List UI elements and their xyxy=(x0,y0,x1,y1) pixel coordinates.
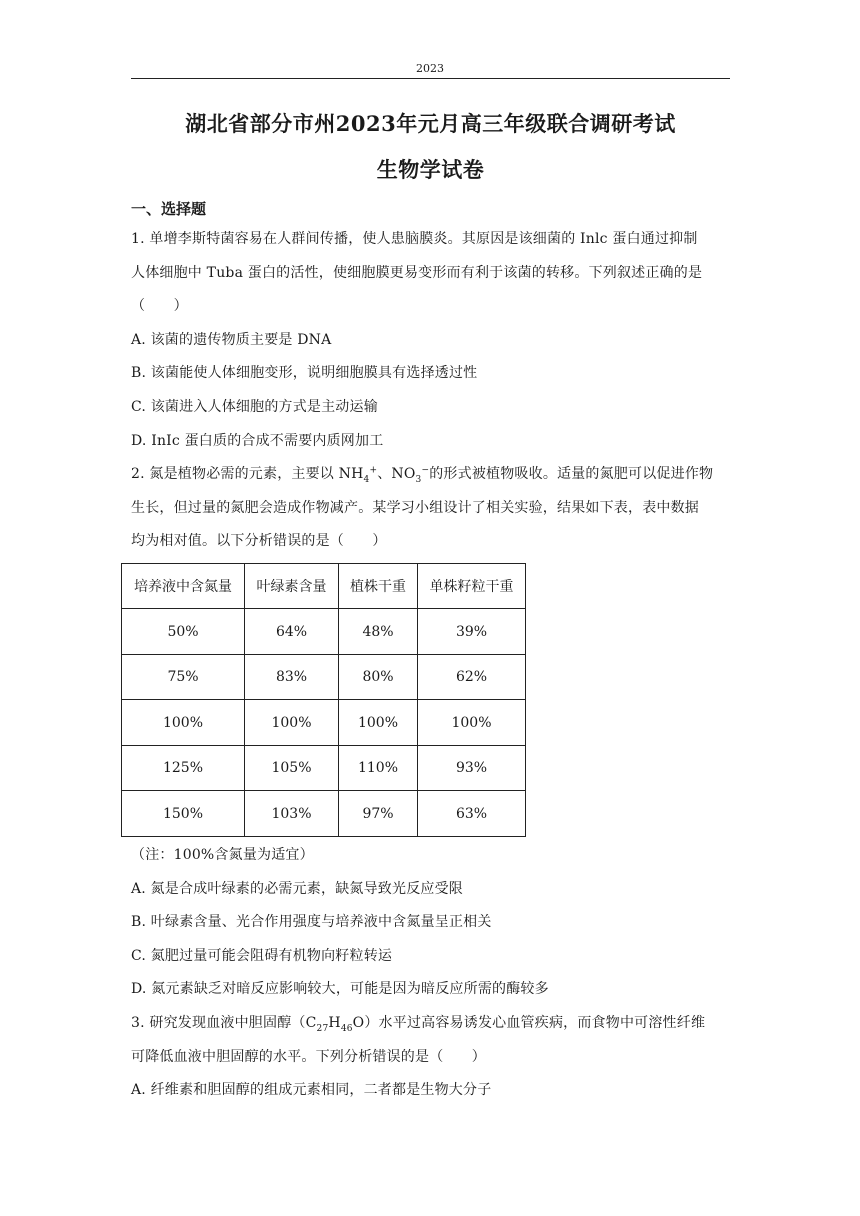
question-2-option-c: C. 氮肥过量可能会阻碍有机物向籽粒转运 xyxy=(131,947,393,964)
ammonium-subscript: 4 xyxy=(363,474,370,485)
table-cell: 100% xyxy=(122,700,245,746)
question-1-stem-line-2: 人体细胞中 Tuba 蛋白的活性，使细胞膜更易变形而有利于该菌的转移。下列叙述正确的是 xyxy=(131,264,703,281)
question-3-stem-line-2: 可降低血液中胆固醇的水平。下列分析错误的是（ ） xyxy=(131,1048,486,1065)
table-cell: 83% xyxy=(245,654,339,700)
question-2-stem-line-2: 生长，但过量的氮肥会造成作物减产。某学习小组设计了相关实验，结果如下表，表中数据 xyxy=(131,499,699,516)
table-cell: 64% xyxy=(245,609,339,655)
carbon-subscript: 27 xyxy=(316,1023,329,1034)
table-cell: 48% xyxy=(339,609,418,655)
table-cell: 100% xyxy=(418,700,526,746)
q2-stem-part-a: 2. 氮是植物必需的元素，主要以 NH xyxy=(131,466,364,483)
table-cell: 125% xyxy=(122,745,245,791)
table-row xyxy=(122,791,526,837)
table-row xyxy=(122,609,526,655)
question-3-stem-line-1 xyxy=(131,1007,730,1041)
table-cell: 62% xyxy=(418,654,526,700)
question-2-option-a: A. 氮是合成叶绿素的必需元素，缺氮导致光反应受限 xyxy=(131,880,464,897)
table-header-row xyxy=(122,563,526,609)
table-cell: 100% xyxy=(245,700,339,746)
question-2-stem-line-1 xyxy=(131,458,730,492)
question-1-option-b: B. 该菌能使人体细胞变形，说明细胞膜具有选择透过性 xyxy=(131,365,478,382)
question-1-stem-line-1: 1. 单增李斯特菌容易在人群间传播，使人患脑膜炎。其原因是该细菌的 Inlc 蛋白通过抑制 xyxy=(131,231,698,247)
question-1 xyxy=(131,223,730,458)
ammonium-charge: + xyxy=(369,465,378,476)
question-1-option-a: A. 该菌的遗传物质主要是 DNA xyxy=(131,331,332,348)
header-divider xyxy=(131,78,730,79)
q3-stem-part-b: O）水平过高容易诱发心血管疾病，而食物中可溶性纤维 xyxy=(352,1014,706,1031)
table-cell: 39% xyxy=(418,609,526,655)
question-2-option-d: D. 氮元素缺乏对暗反应影响较大，可能是因为暗反应所需的酶较多 xyxy=(131,981,549,998)
q2-stem-part-b: 、NO xyxy=(377,466,416,483)
nitrate-subscript: 3 xyxy=(415,474,422,485)
table-header-cell: 单株籽粒干重 xyxy=(418,563,526,609)
table-header-cell: 叶绿素含量 xyxy=(245,563,339,609)
nitrate-charge: − xyxy=(421,465,430,476)
question-1-option-d: D. InIc 蛋白质的合成不需要内质网加工 xyxy=(131,432,384,449)
question-1-answer-blank: （ ） xyxy=(131,298,188,315)
table-cell: 97% xyxy=(339,791,418,837)
q2-stem-part-c: 的形式被植物吸收。适量的氮肥可以促进作物 xyxy=(429,466,714,483)
document-body xyxy=(131,111,730,1108)
table-cell: 103% xyxy=(245,791,339,837)
question-3 xyxy=(131,1007,730,1108)
table-note: （注：100%含氮量为适宜） xyxy=(131,846,314,863)
table-cell: 100% xyxy=(339,700,418,746)
table-cell: 50% xyxy=(122,609,245,655)
nitrogen-results-table xyxy=(121,563,526,837)
table-header-cell: 培养液中含氮量 xyxy=(122,563,245,609)
table-row xyxy=(122,654,526,700)
table-row xyxy=(122,700,526,746)
table-cell: 105% xyxy=(245,745,339,791)
question-2-stem-line-3: 均为相对值。以下分析错误的是（ ） xyxy=(131,533,387,550)
hydrogen-subscript: 46 xyxy=(340,1023,353,1034)
table-cell: 63% xyxy=(418,791,526,837)
section-heading: 一、选择题 xyxy=(131,200,207,218)
question-2-option-b: B. 叶绿素含量、光合作用强度与培养液中含氮量呈正相关 xyxy=(131,914,492,931)
table-header-cell: 植株干重 xyxy=(339,563,418,609)
exam-title: 湖北省部分市州2023年元月高三年级联合调研考试 xyxy=(185,111,676,136)
table-cell: 80% xyxy=(339,654,418,700)
exam-subtitle: 生物学试卷 xyxy=(376,157,485,182)
table-row xyxy=(122,745,526,791)
question-3-option-a: A. 纤维素和胆固醇的组成元素相同，二者都是生物大分子 xyxy=(131,1082,492,1099)
table-cell: 150% xyxy=(122,791,245,837)
hydrogen-symbol: H xyxy=(328,1014,341,1031)
table-cell: 75% xyxy=(122,654,245,700)
table-cell: 110% xyxy=(339,745,418,791)
table-cell: 93% xyxy=(418,745,526,791)
header-year: 2023 xyxy=(416,62,444,75)
question-2 xyxy=(131,458,730,1007)
question-1-option-c: C. 该菌进入人体细胞的方式是主动运输 xyxy=(131,398,378,415)
q3-stem-part-a: 3. 研究发现血液中胆固醇（C xyxy=(131,1014,317,1031)
